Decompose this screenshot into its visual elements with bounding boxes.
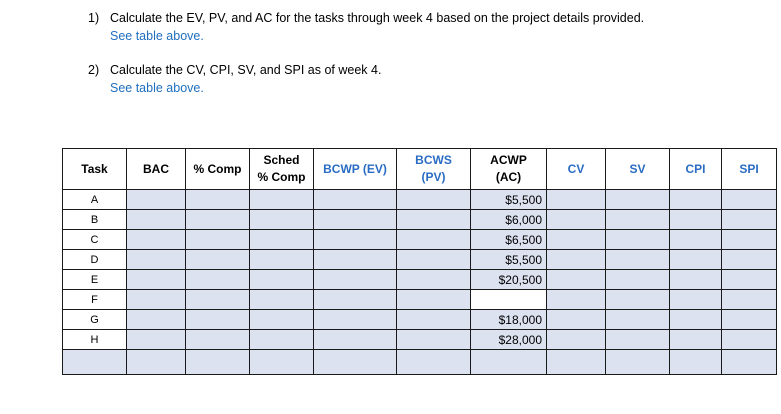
sv-cell (606, 310, 670, 330)
cv-cell (547, 230, 606, 250)
task-cell: H (63, 330, 127, 350)
header-bcws-line1: BCWS (415, 153, 452, 167)
bcwp-cell (314, 270, 397, 290)
bcwp-cell (314, 310, 397, 330)
cv-cell (547, 190, 606, 210)
header-cpi: CPI (670, 149, 722, 190)
cpi-cell (670, 270, 722, 290)
bac-cell (127, 210, 186, 230)
bcws-cell (397, 190, 471, 210)
bac-cell (127, 190, 186, 210)
question-2-number: 2) (88, 63, 100, 77)
spi-cell (722, 210, 777, 230)
bcwp-cell (314, 250, 397, 270)
total-cell (670, 350, 722, 375)
sv-cell (606, 290, 670, 310)
bac-cell (127, 230, 186, 250)
cv-cell (547, 310, 606, 330)
bcwp-cell (314, 290, 397, 310)
acwp-cell: $5,500 (471, 250, 547, 270)
cv-cell (547, 250, 606, 270)
sv-cell (606, 250, 670, 270)
pct-comp-cell (186, 250, 250, 270)
header-bac: BAC (127, 149, 186, 190)
bcwp-cell (314, 330, 397, 350)
header-cv: CV (547, 149, 606, 190)
bac-cell (127, 310, 186, 330)
sched-cell (250, 310, 314, 330)
cpi-cell (670, 230, 722, 250)
task-cell: F (63, 290, 127, 310)
cv-cell (547, 330, 606, 350)
header-sched-line2: % Comp (257, 170, 306, 184)
task-cell: G (63, 310, 127, 330)
header-task: Task (63, 149, 127, 190)
header-acwp (471, 149, 547, 190)
question-1-answer: See table above. (110, 29, 204, 43)
bcws-cell (397, 230, 471, 250)
header-row (63, 149, 777, 190)
table-row (63, 250, 777, 270)
header-bcwp: BCWP (EV) (314, 149, 397, 190)
sched-cell (250, 250, 314, 270)
acwp-cell: $5,500 (471, 190, 547, 210)
sv-cell (606, 190, 670, 210)
spi-cell (722, 190, 777, 210)
sched-cell (250, 290, 314, 310)
spi-cell (722, 270, 777, 290)
bcwp-cell (314, 230, 397, 250)
total-cell (250, 350, 314, 375)
table-row (63, 290, 777, 310)
question-1-text: Calculate the EV, PV, and AC for the tasks through week 4 based on the project details provided. (110, 11, 645, 25)
task-cell: E (63, 270, 127, 290)
sched-cell (250, 210, 314, 230)
sched-cell (250, 230, 314, 250)
acwp-cell: $18,000 (471, 310, 547, 330)
sched-cell (250, 190, 314, 210)
pct-comp-cell (186, 270, 250, 290)
header-sv: SV (606, 149, 670, 190)
pct-comp-cell (186, 330, 250, 350)
acwp-cell: $6,500 (471, 230, 547, 250)
question-2 (88, 61, 381, 97)
cv-cell (547, 270, 606, 290)
table-row (63, 230, 777, 250)
bcws-cell (397, 330, 471, 350)
cpi-cell (670, 310, 722, 330)
acwp-cell: $6,000 (471, 210, 547, 230)
bcws-cell (397, 210, 471, 230)
cv-cell (547, 210, 606, 230)
total-cell (186, 350, 250, 375)
header-pct-comp: % Comp (186, 149, 250, 190)
table-row (63, 310, 777, 330)
header-spi: SPI (722, 149, 777, 190)
cpi-cell (670, 290, 722, 310)
bcws-cell (397, 250, 471, 270)
bcwp-cell (314, 190, 397, 210)
total-cell (471, 350, 547, 375)
sv-cell (606, 270, 670, 290)
total-cell (63, 350, 127, 375)
question-2-answer: See table above. (110, 81, 204, 95)
cpi-cell (670, 250, 722, 270)
pct-comp-cell (186, 190, 250, 210)
question-1 (88, 9, 644, 45)
table-row (63, 330, 777, 350)
bac-cell (127, 290, 186, 310)
bcws-cell (397, 270, 471, 290)
table-row (63, 270, 777, 290)
evm-table (62, 148, 777, 375)
task-cell: C (63, 230, 127, 250)
sv-cell (606, 330, 670, 350)
acwp-cell: $20,500 (471, 270, 547, 290)
question-1-number: 1) (88, 11, 100, 25)
spi-cell (722, 290, 777, 310)
cv-cell (547, 290, 606, 310)
acwp-cell: $28,000 (471, 330, 547, 350)
task-cell: A (63, 190, 127, 210)
cpi-cell (670, 330, 722, 350)
bac-cell (127, 250, 186, 270)
task-cell: D (63, 250, 127, 270)
sv-cell (606, 210, 670, 230)
bcws-cell (397, 290, 471, 310)
bcwp-cell (314, 210, 397, 230)
header-bcws (397, 149, 471, 190)
spi-cell (722, 330, 777, 350)
bac-cell (127, 270, 186, 290)
header-sched-pct-comp (250, 149, 314, 190)
header-sched-line1: Sched (263, 153, 300, 167)
header-acwp-line1: ACWP (490, 153, 527, 167)
sched-cell (250, 330, 314, 350)
acwp-cell (471, 290, 547, 310)
pct-comp-cell (186, 210, 250, 230)
total-cell (127, 350, 186, 375)
sv-cell (606, 230, 670, 250)
table-row (63, 210, 777, 230)
spi-cell (722, 310, 777, 330)
total-cell (722, 350, 777, 375)
bcws-cell (397, 310, 471, 330)
cpi-cell (670, 190, 722, 210)
header-acwp-line2: (AC) (495, 170, 522, 184)
total-cell (397, 350, 471, 375)
total-cell (606, 350, 670, 375)
total-row (63, 350, 777, 375)
question-2-text: Calculate the CV, CPI, SV, and SPI as of week 4. (110, 63, 382, 77)
total-cell (314, 350, 397, 375)
cpi-cell (670, 210, 722, 230)
spi-cell (722, 250, 777, 270)
spi-cell (722, 230, 777, 250)
header-bcws-line2: (PV) (421, 170, 446, 184)
pct-comp-cell (186, 310, 250, 330)
total-cell (547, 350, 606, 375)
pct-comp-cell (186, 230, 250, 250)
pct-comp-cell (186, 290, 250, 310)
table-row (63, 190, 777, 210)
bac-cell (127, 330, 186, 350)
task-cell: B (63, 210, 127, 230)
sched-cell (250, 270, 314, 290)
